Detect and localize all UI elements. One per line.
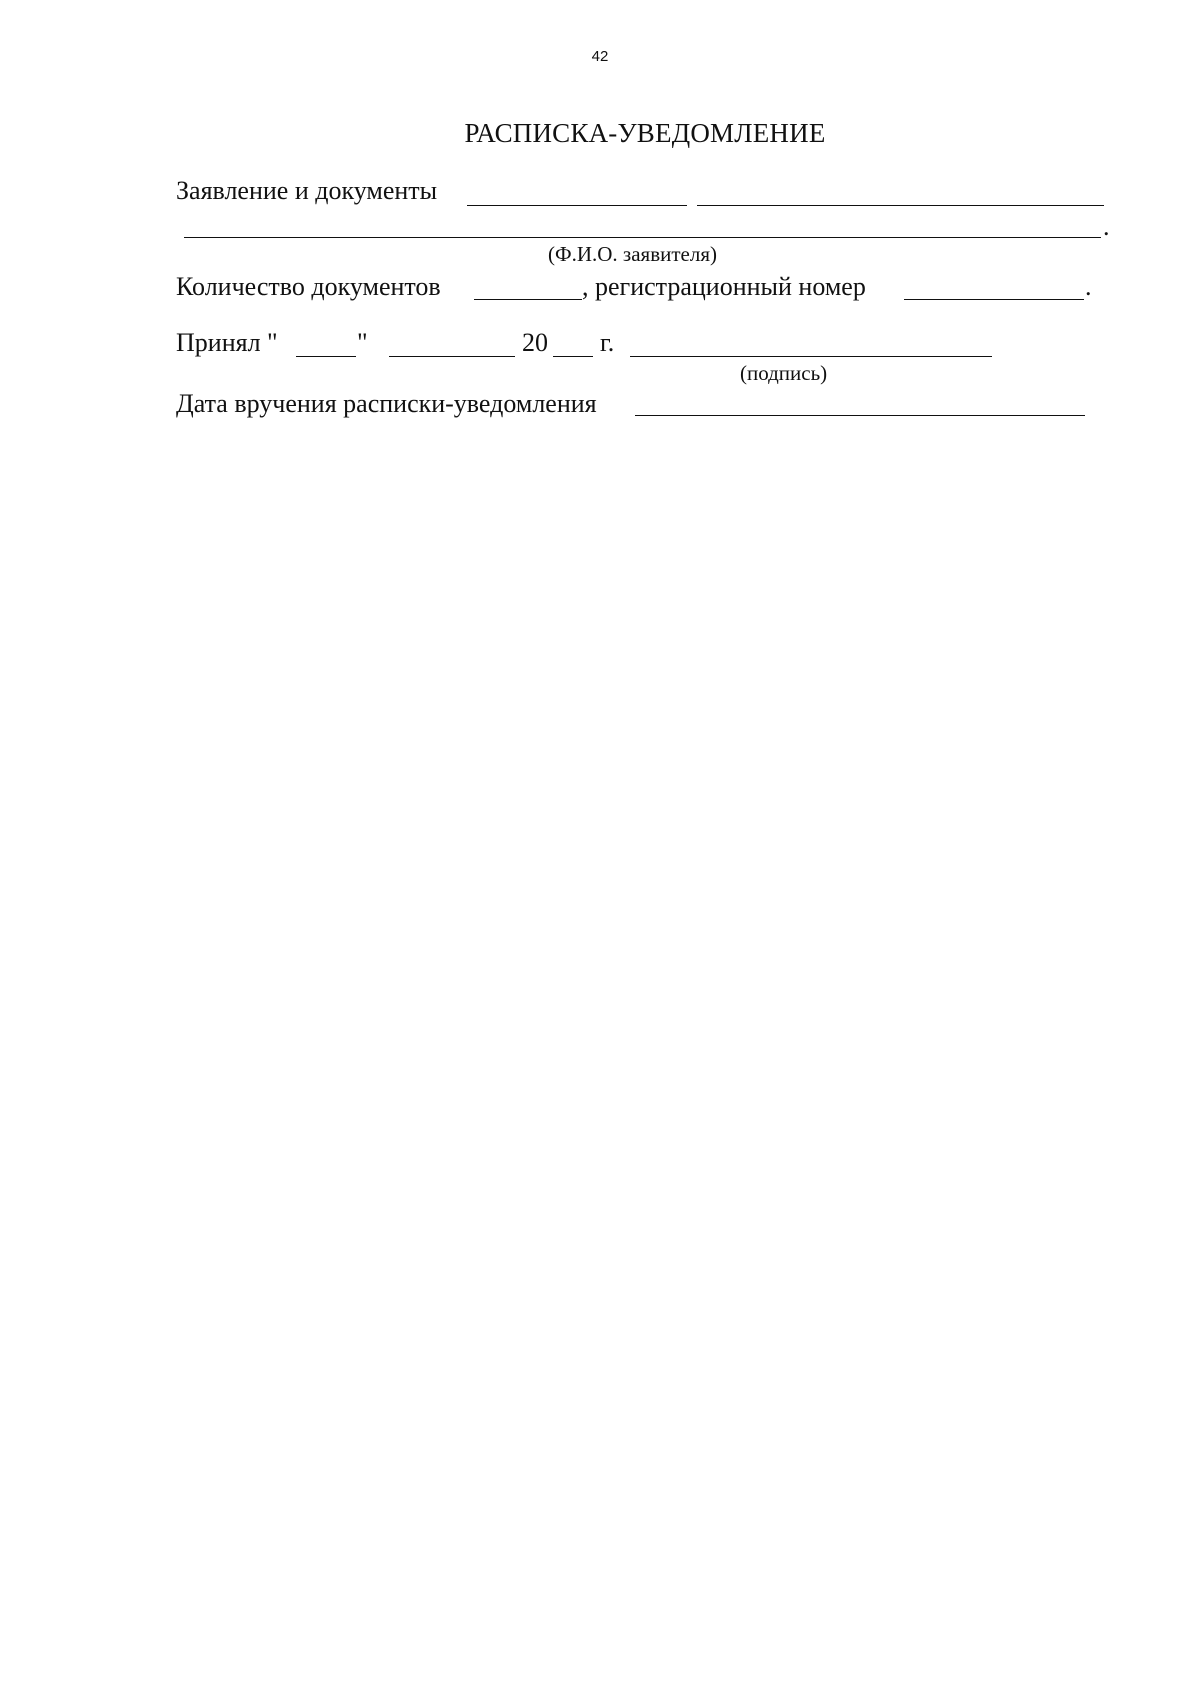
accepted-month-line[interactable] [389,356,515,357]
page-number: 42 [591,48,609,65]
applicant-documents-line-2[interactable] [697,205,1104,206]
applicant-documents-label: Заявление и документы [176,176,438,205]
delivery-date-label: Дата вручения расписки-уведомления [176,389,597,418]
accepted-year-suffix: г. [600,328,615,357]
applicant-name-end-dot: . [1103,212,1110,241]
accepted-year-prefix: 20 [522,328,548,357]
applicant-name-line[interactable] [184,237,1101,238]
registration-number-line[interactable] [904,299,1084,300]
signature-line[interactable] [630,356,992,357]
accepted-label: Принял " [176,328,278,357]
delivery-date-line[interactable] [635,415,1085,416]
accepted-day-line[interactable] [296,356,356,357]
registration-number-end-dot: . [1085,272,1092,301]
signature-caption: (подпись) [740,361,828,385]
documents-count-line[interactable] [474,299,582,300]
applicant-documents-line-1[interactable] [467,205,687,206]
accepted-year-line[interactable] [553,356,593,357]
applicant-name-caption: (Ф.И.О. заявителя) [548,242,717,266]
document-title: РАСПИСКА-УВЕДОМЛЕНИЕ [464,118,826,148]
accepted-day-close-quote: " [357,328,368,357]
documents-count-label: Количество документов [176,272,441,301]
registration-number-label: , регистрационный номер [582,272,866,301]
